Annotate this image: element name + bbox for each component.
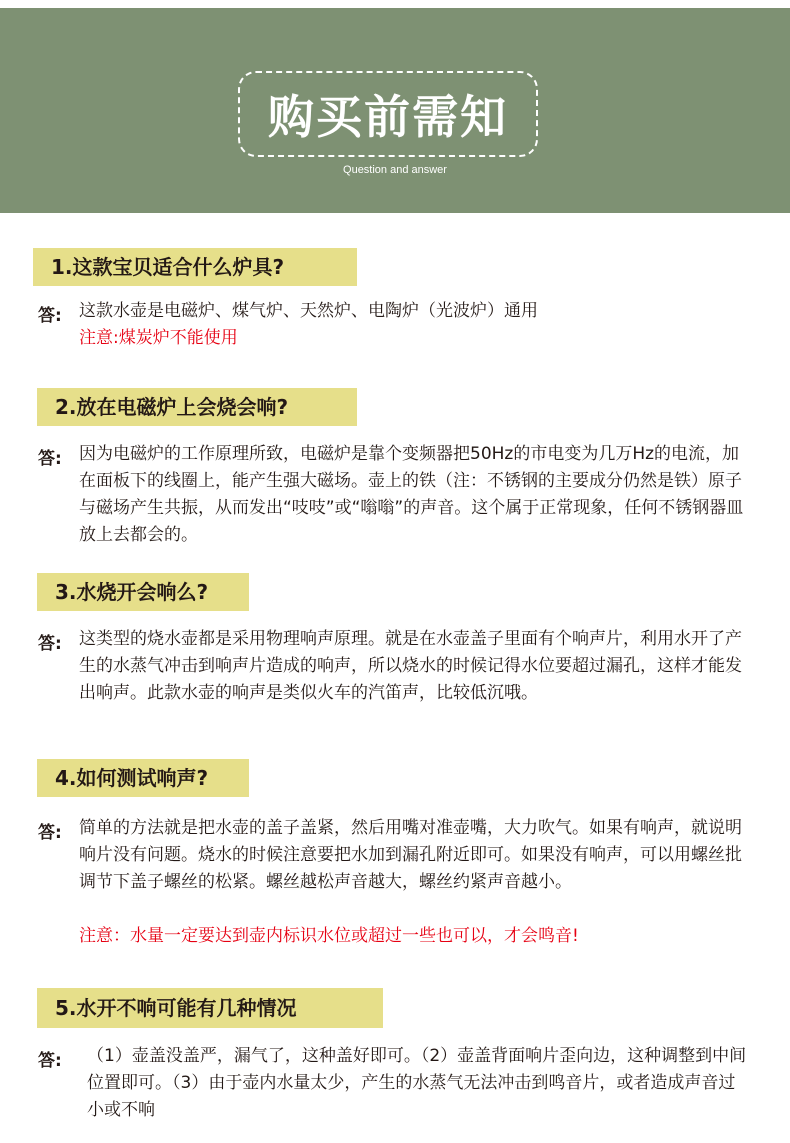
answer-label: 答: bbox=[38, 306, 62, 326]
answer-text: 简单的方法就是把水壶的盖子盖紧，然后用嘴对准壶嘴，大力吹气。如果有响声，就说明响片没有问题。烧水的时候注意要把水加到漏孔附近即可。如果没有响声，可以用螺丝批调节下盖子螺丝的松紧。螺丝越松声音越大，螺丝约紧声音越小。 bbox=[79, 818, 742, 892]
answer-text: 这类型的烧水壶都是采用物理响声原理。就是在水壶盖子里面有个响声片，利用水开了产生的水蒸气冲击到响声片造成的响声，所以烧水的时候记得水位要超过漏孔，这样才能发出响声。此款水壶的响声是类似火车的汽笛声，比较低沉哦。 bbox=[79, 629, 742, 703]
answer-text: 这款水壶是电磁炉、煤气炉、天然炉、电陶炉（光波炉）通用 bbox=[79, 301, 538, 321]
page-subtitle: Question and answer bbox=[343, 164, 447, 176]
answer-label: 答: bbox=[38, 823, 62, 843]
question-badge: 3.水烧开会响么? bbox=[37, 573, 249, 611]
answer-label: 答: bbox=[38, 1051, 62, 1071]
answer-label: 答: bbox=[38, 449, 62, 469]
answer-text: （1）壶盖没盖严，漏气了，这种盖好即可。（2）壶盖背面响片歪向边，这种调整到中间位置即可。（3）由于壶内水量太少，产生的水蒸气无法冲击到鸣音片，或者造成声音过小或不响 bbox=[87, 1046, 747, 1120]
answer-label: 答: bbox=[38, 634, 62, 654]
question-badge: 5.水开不响可能有几种情况 bbox=[37, 988, 383, 1028]
warning-note: 注意:煤炭炉不能使用 bbox=[79, 328, 238, 348]
question-badge: 4.如何测试响声? bbox=[37, 759, 249, 797]
answer-text: 因为电磁炉的工作原理所致，电磁炉是靠个变频器把50Hz的市电变为几万Hz的电流，加在面板下的线圈上，能产生强大磁场。壶上的铁（注：不锈钢的主要成分仍然是铁）原子与磁场产生共振，从而发出“吱吱”或“嗡嗡”的声音。这个属于正常现象，任何不锈钢器皿放上去都会的。 bbox=[79, 444, 744, 545]
header-banner bbox=[0, 8, 790, 213]
title-frame bbox=[238, 71, 538, 157]
question-badge: 2.放在电磁炉上会烧会响? bbox=[37, 388, 357, 426]
page-title: 购买前需知 bbox=[268, 90, 508, 144]
warning-note: 注意：水量一定要达到壶内标识水位或超过一些也可以，才会鸣音! bbox=[79, 926, 579, 946]
question-badge: 1.这款宝贝适合什么炉具? bbox=[33, 248, 357, 286]
